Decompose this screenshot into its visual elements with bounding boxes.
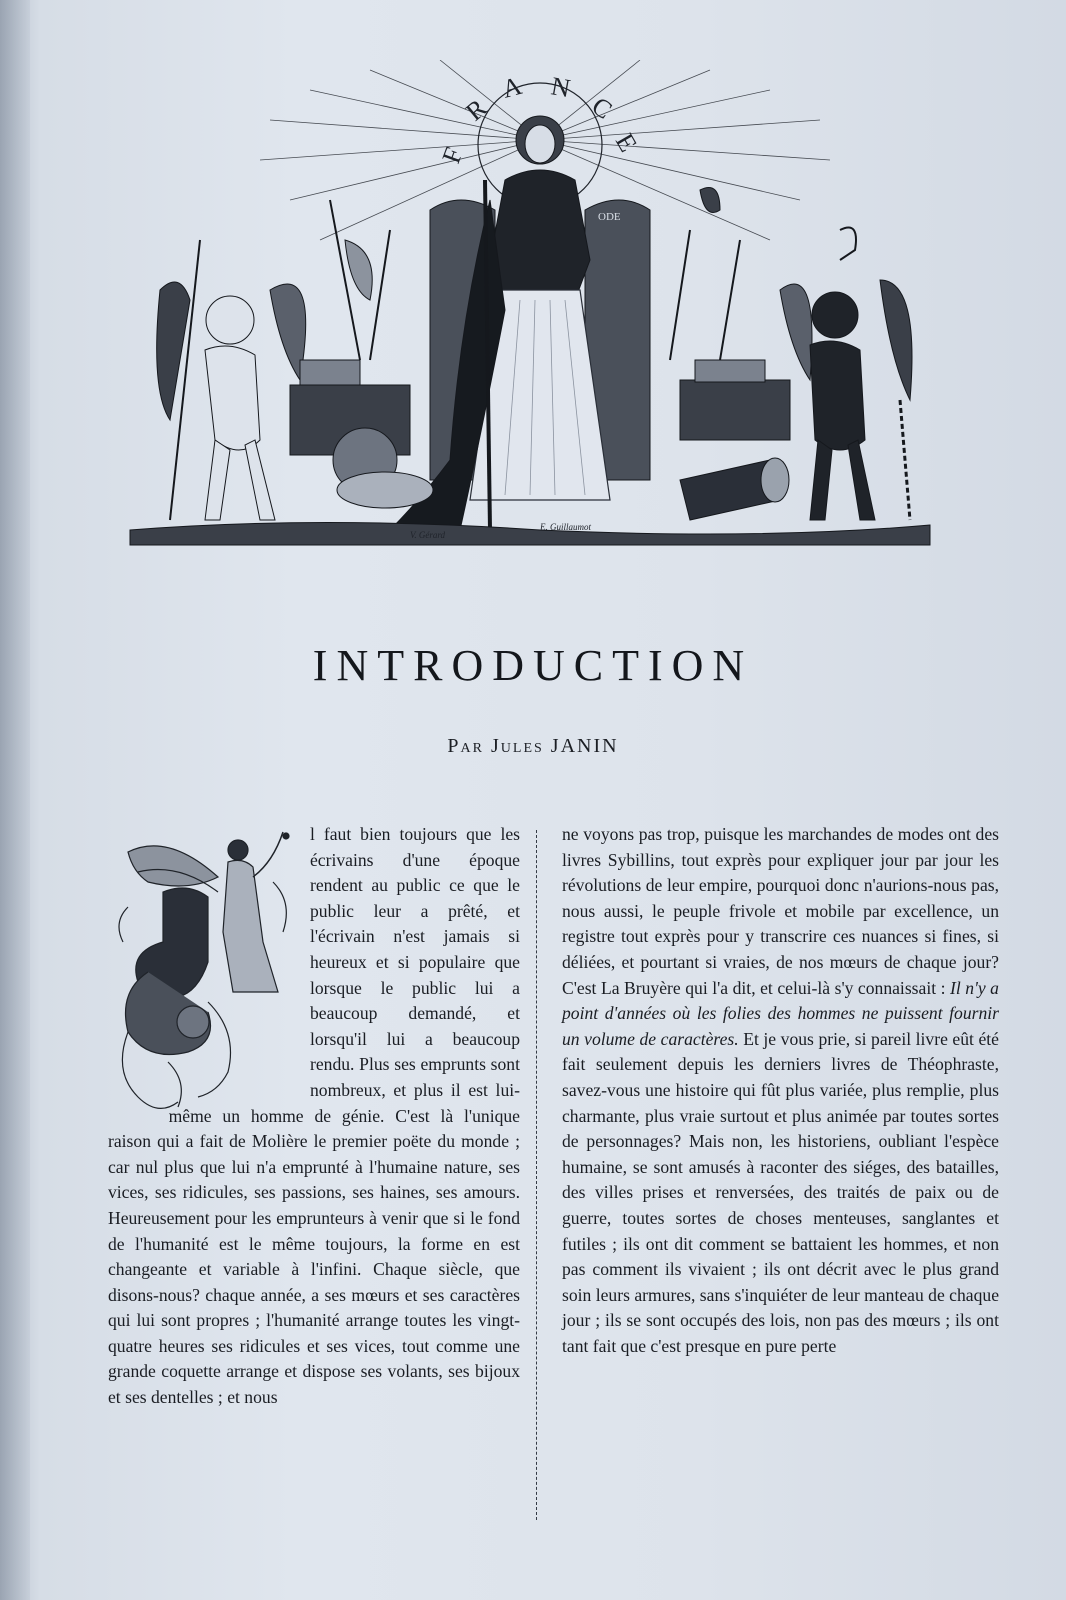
allegory-of-france-illustration <box>120 60 960 560</box>
banner-letter: C <box>586 91 618 125</box>
engraver-signature-right: E. Guillaumot <box>540 522 591 532</box>
banner-letter: E <box>609 128 643 157</box>
right-objects <box>670 188 790 521</box>
left-objects <box>290 200 433 508</box>
right-column-paragraph <box>562 822 999 1359</box>
left-column <box>108 822 520 1522</box>
header-engraving <box>120 60 960 560</box>
figure-bodice <box>490 170 590 300</box>
byline <box>0 735 1066 758</box>
banner-letter: N <box>548 71 573 104</box>
banner-letter: A <box>499 70 525 104</box>
left-column-text: l faut bien toujours que les écrivains d'une époque rendent au public ce que le public leur a prêté, et l'écrivain n'est jamais si heureux et si populaire que lorsque le public lui a beaucoup demandé, et lorsqu'il lui a beaucoup rendu. Plus ses emprunts sont nombreux, et plus il est lui-même un homme de génie. C'est là l'unique raison qui a fait de Molière le premier poëte du monde ; car nul plus que lui n'a emprunté à l'humaine nature, ses vices, ses ridicules, ses passions, ses haines, ses amours. Heureusement pour les emprunteurs à venir que si le fond de l'humanité est le même toujours, la forme en est changeante et variable à l'infini. Chaque siècle, que disons-nous? chaque année, a ses mœurs et ses caractères qui lui sont propres ; l'humanité arrange toutes les vingt-quatre heures ses ridicules et ses vices, tout comme une grande coquette arrange et dispose ses volants, ses bijoux et ses dentelles ; et nous <box>108 824 520 1408</box>
banner-letter: R <box>460 93 493 127</box>
right-cherub <box>780 228 912 521</box>
page-gutter-shadow <box>0 0 30 1600</box>
engraver-signature-left: V. Gérard <box>410 530 446 540</box>
right-column <box>562 822 999 1522</box>
byline-prefix: Par Jules <box>447 735 544 757</box>
left-cherub <box>157 240 306 520</box>
tablet-inscription: ODE <box>598 211 621 223</box>
page-title: INTRODUCTION <box>312 641 754 690</box>
right-column-text-after: Et je vous prie, si pareil livre eût été fait seulement depuis les derniers livres de Théophraste, savez-vous une histoire qui fût plus variée, plus remplie, plus charmante, plus vraie surtout et plus animée par toutes sortes de personnages? Mais non, les historiens, oubliant l'espèce humaine, se sont amusés à raconter des siéges, des batailles, des villes prises et renversées, des traités de paix ou de guerre, toutes sortes de choses menteuses, sanglantes et futiles ; ils ont dit comment se battaient les hommes, et non pas comment ils vivaient ; ils ont décrit avec le plus grand soin leurs armures, sans s'inquiéter de leur manteau de chaque jour ; ils se sont occupés des lois, non pas des mœurs ; ils ont tant fait que c'est presque en pure perte <box>562 1028 1000 1356</box>
right-column-text-before: ne voyons pas trop, puisque les marchandes de modes ont des livres Sybillins, tout exprès pour expliquer jour par jour les révolutions de leur empire, pourquoi donc n'aurions-nous pas, nous aussi, le peuple frivole et mobile par excellence, un registre tout exprès pour y transcrire ces nuances si fines, si déliées, et pourtant si vraies, de nos mœurs de chaque jour? C'est La Bruyère qui l'a dit, et celui-là s'y connaissait : <box>562 824 999 998</box>
banner-letter: F <box>436 143 469 168</box>
la-bruyere-quote: Il n'y a point d'années où les folies des hommes ne puissent fournir un volume de caractères. <box>562 977 999 1049</box>
column-divider <box>536 830 537 1520</box>
ground <box>130 523 930 546</box>
byline-author: JANIN <box>550 735 619 757</box>
ornamental-initial-i <box>108 822 304 1124</box>
